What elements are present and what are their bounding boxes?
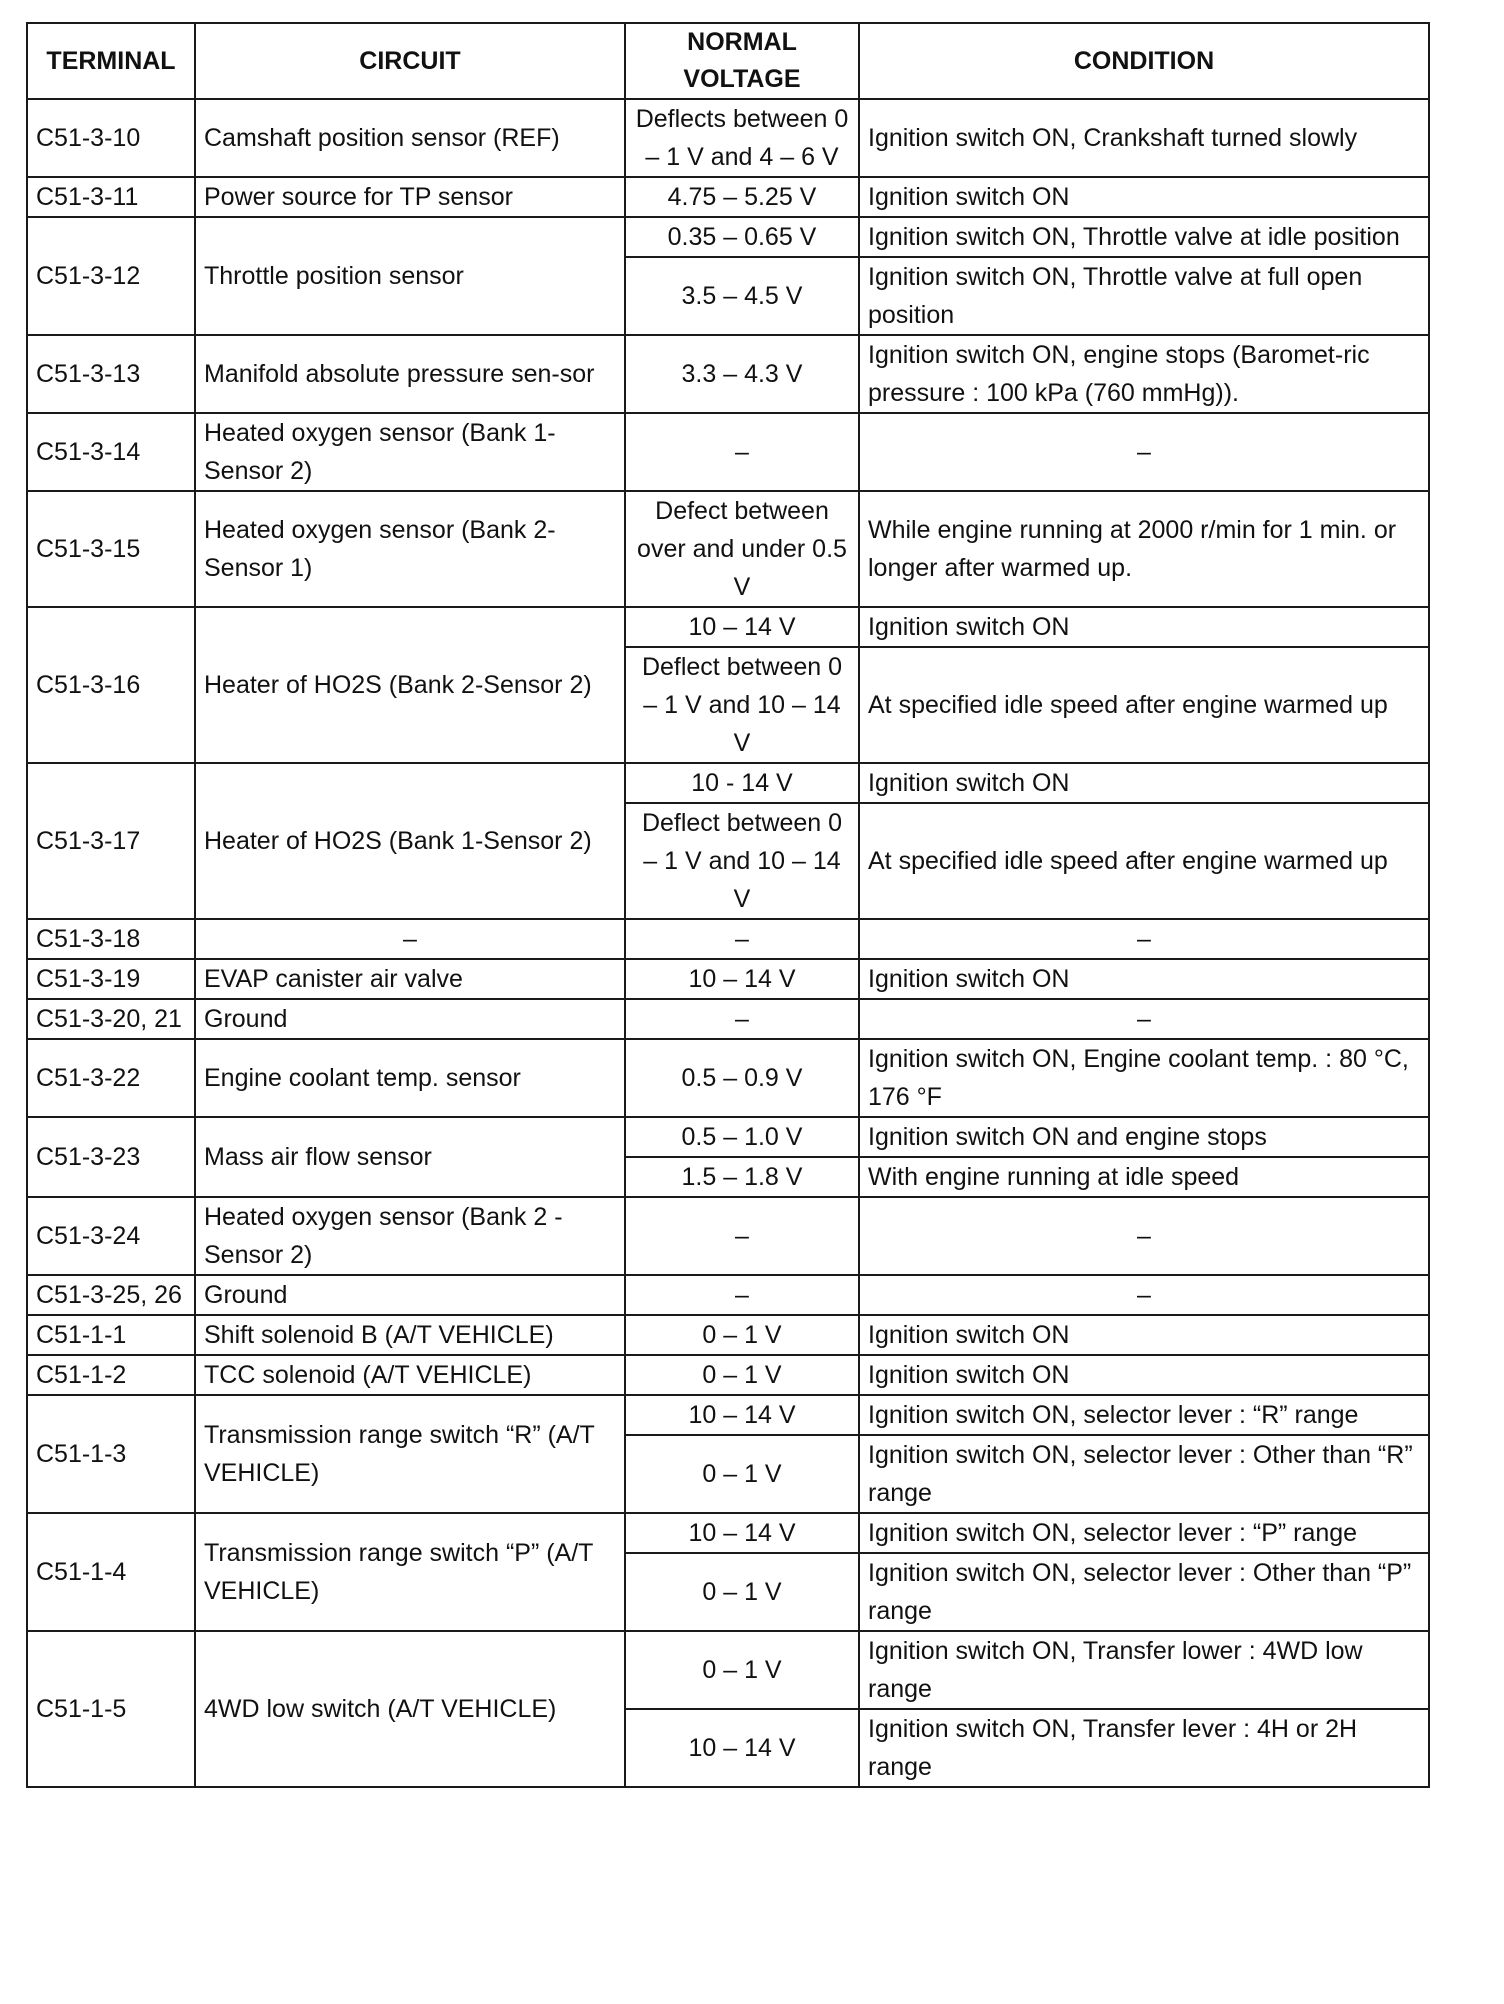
header-terminal: TERMINAL	[27, 23, 195, 99]
voltage-cell: 0 – 1 V	[625, 1315, 859, 1355]
circuit-cell: Ground	[195, 999, 625, 1039]
condition-cell: Ignition switch ON and engine stops	[859, 1117, 1429, 1157]
table-row	[27, 763, 1429, 803]
terminal-cell: C51-1-4	[27, 1513, 195, 1631]
voltage-cell: 0.5 – 0.9 V	[625, 1039, 859, 1117]
terminal-cell: C51-1-2	[27, 1355, 195, 1395]
voltage-cell: –	[625, 413, 859, 491]
condition-cell: –	[859, 1197, 1429, 1275]
voltage-cell: Deflect between 0 – 1 V and 10 – 14 V	[625, 803, 859, 919]
condition-cell: –	[859, 919, 1429, 959]
terminal-cell: C51-3-17	[27, 763, 195, 919]
circuit-cell: Heated oxygen sensor (Bank 2-Sensor 1)	[195, 491, 625, 607]
voltage-cell: 1.5 – 1.8 V	[625, 1157, 859, 1197]
condition-cell: Ignition switch ON, engine stops (Baromet-ric pressure : 100 kPa (760 mmHg)).	[859, 335, 1429, 413]
condition-cell: At specified idle speed after engine warmed up	[859, 803, 1429, 919]
table-row	[27, 1513, 1429, 1553]
circuit-cell: Shift solenoid B (A/T VEHICLE)	[195, 1315, 625, 1355]
terminal-cell: C51-3-23	[27, 1117, 195, 1197]
terminal-cell: C51-3-13	[27, 335, 195, 413]
condition-cell: Ignition switch ON	[859, 1355, 1429, 1395]
terminal-cell: C51-3-24	[27, 1197, 195, 1275]
header-voltage-line2: VOLTAGE	[683, 65, 801, 93]
voltage-cell: 10 – 14 V	[625, 959, 859, 999]
condition-cell: Ignition switch ON, selector lever : “R” range	[859, 1395, 1429, 1435]
table-row	[27, 1275, 1429, 1315]
table-row	[27, 999, 1429, 1039]
table-row	[27, 1315, 1429, 1355]
table-row	[27, 1117, 1429, 1157]
table-row	[27, 1355, 1429, 1395]
voltage-cell: 3.3 – 4.3 V	[625, 335, 859, 413]
terminal-voltage-table	[26, 22, 1430, 1788]
terminal-cell: C51-3-18	[27, 919, 195, 959]
table-row	[27, 1197, 1429, 1275]
circuit-cell: Heater of HO2S (Bank 1-Sensor 2)	[195, 763, 625, 919]
condition-cell: Ignition switch ON	[859, 1315, 1429, 1355]
voltage-cell: –	[625, 1275, 859, 1315]
voltage-cell: Deflect between 0 – 1 V and 10 – 14 V	[625, 647, 859, 763]
header-circuit: CIRCUIT	[195, 23, 625, 99]
table-row	[27, 413, 1429, 491]
condition-cell: While engine running at 2000 r/min for 1 min. or longer after warmed up.	[859, 491, 1429, 607]
table-header-row	[27, 23, 1429, 99]
terminal-cell: C51-3-22	[27, 1039, 195, 1117]
condition-cell: Ignition switch ON, Engine coolant temp. : 80 °C, 176 °F	[859, 1039, 1429, 1117]
terminal-cell: C51-1-1	[27, 1315, 195, 1355]
terminal-cell: C51-1-5	[27, 1631, 195, 1787]
condition-cell: With engine running at idle speed	[859, 1157, 1429, 1197]
table-row	[27, 919, 1429, 959]
voltage-cell: 10 – 14 V	[625, 1513, 859, 1553]
voltage-cell: 0.5 – 1.0 V	[625, 1117, 859, 1157]
terminal-cell: C51-3-14	[27, 413, 195, 491]
circuit-cell: Manifold absolute pressure sen-sor	[195, 335, 625, 413]
condition-cell: –	[859, 413, 1429, 491]
voltage-cell: Defect between over and under 0.5 V	[625, 491, 859, 607]
circuit-cell: Heated oxygen sensor (Bank 1-Sensor 2)	[195, 413, 625, 491]
circuit-cell: Ground	[195, 1275, 625, 1315]
condition-cell: Ignition switch ON, Transfer lower : 4WD low range	[859, 1631, 1429, 1709]
circuit-cell: TCC solenoid (A/T VEHICLE)	[195, 1355, 625, 1395]
terminal-cell: C51-3-12	[27, 217, 195, 335]
condition-cell: Ignition switch ON, selector lever : Other than “R” range	[859, 1435, 1429, 1513]
table-row	[27, 217, 1429, 257]
condition-cell: Ignition switch ON, selector lever : Other than “P” range	[859, 1553, 1429, 1631]
circuit-cell: Transmission range switch “R” (A/T VEHICLE)	[195, 1395, 625, 1513]
terminal-cell: C51-3-19	[27, 959, 195, 999]
table-row	[27, 1395, 1429, 1435]
circuit-cell: Engine coolant temp. sensor	[195, 1039, 625, 1117]
circuit-cell: Heated oxygen sensor (Bank 2 - Sensor 2)	[195, 1197, 625, 1275]
circuit-cell: –	[195, 919, 625, 959]
condition-cell: Ignition switch ON	[859, 177, 1429, 217]
table-row	[27, 177, 1429, 217]
header-condition: CONDITION	[859, 23, 1429, 99]
table-row	[27, 959, 1429, 999]
voltage-cell: 0.35 – 0.65 V	[625, 217, 859, 257]
terminal-cell: C51-3-11	[27, 177, 195, 217]
voltage-cell: 3.5 – 4.5 V	[625, 257, 859, 335]
condition-cell: Ignition switch ON, Crankshaft turned slowly	[859, 99, 1429, 177]
voltage-cell: 4.75 – 5.25 V	[625, 177, 859, 217]
voltage-cell: 10 – 14 V	[625, 1395, 859, 1435]
condition-cell: –	[859, 1275, 1429, 1315]
table-row	[27, 335, 1429, 413]
voltage-cell: 0 – 1 V	[625, 1435, 859, 1513]
circuit-cell: 4WD low switch (A/T VEHICLE)	[195, 1631, 625, 1787]
table-row	[27, 1039, 1429, 1117]
voltage-cell: 0 – 1 V	[625, 1631, 859, 1709]
header-normal-voltage	[625, 23, 859, 99]
table-row	[27, 491, 1429, 607]
circuit-cell: Power source for TP sensor	[195, 177, 625, 217]
condition-cell: Ignition switch ON, Transfer lever : 4H or 2H range	[859, 1709, 1429, 1787]
voltage-cell: 10 – 14 V	[625, 607, 859, 647]
terminal-cell: C51-3-16	[27, 607, 195, 763]
voltage-cell: 0 – 1 V	[625, 1553, 859, 1631]
condition-cell: At specified idle speed after engine warmed up	[859, 647, 1429, 763]
circuit-cell: Heater of HO2S (Bank 2-Sensor 2)	[195, 607, 625, 763]
circuit-cell: Camshaft position sensor (REF)	[195, 99, 625, 177]
terminal-cell: C51-1-3	[27, 1395, 195, 1513]
terminal-cell: C51-3-10	[27, 99, 195, 177]
header-voltage-line1: NORMAL	[687, 28, 797, 56]
circuit-cell: Transmission range switch “P” (A/T VEHICLE)	[195, 1513, 625, 1631]
voltage-cell: 10 – 14 V	[625, 1709, 859, 1787]
terminal-cell: C51-3-20, 21	[27, 999, 195, 1039]
circuit-cell: Throttle position sensor	[195, 217, 625, 335]
voltage-cell: –	[625, 919, 859, 959]
condition-cell: Ignition switch ON, Throttle valve at idle position	[859, 217, 1429, 257]
voltage-cell: 10 - 14 V	[625, 763, 859, 803]
table-row	[27, 1631, 1429, 1709]
terminal-cell: C51-3-25, 26	[27, 1275, 195, 1315]
condition-cell: Ignition switch ON	[859, 763, 1429, 803]
condition-cell: Ignition switch ON, selector lever : “P” range	[859, 1513, 1429, 1553]
voltage-cell: Deflects between 0 – 1 V and 4 – 6 V	[625, 99, 859, 177]
condition-cell: Ignition switch ON, Throttle valve at full open position	[859, 257, 1429, 335]
condition-cell: Ignition switch ON	[859, 959, 1429, 999]
condition-cell: Ignition switch ON	[859, 607, 1429, 647]
voltage-cell: 0 – 1 V	[625, 1355, 859, 1395]
voltage-cell: –	[625, 999, 859, 1039]
circuit-cell: EVAP canister air valve	[195, 959, 625, 999]
terminal-cell: C51-3-15	[27, 491, 195, 607]
condition-cell: –	[859, 999, 1429, 1039]
table-row	[27, 607, 1429, 647]
table-row	[27, 99, 1429, 177]
circuit-cell: Mass air flow sensor	[195, 1117, 625, 1197]
voltage-cell: –	[625, 1197, 859, 1275]
table-body	[27, 99, 1429, 1787]
